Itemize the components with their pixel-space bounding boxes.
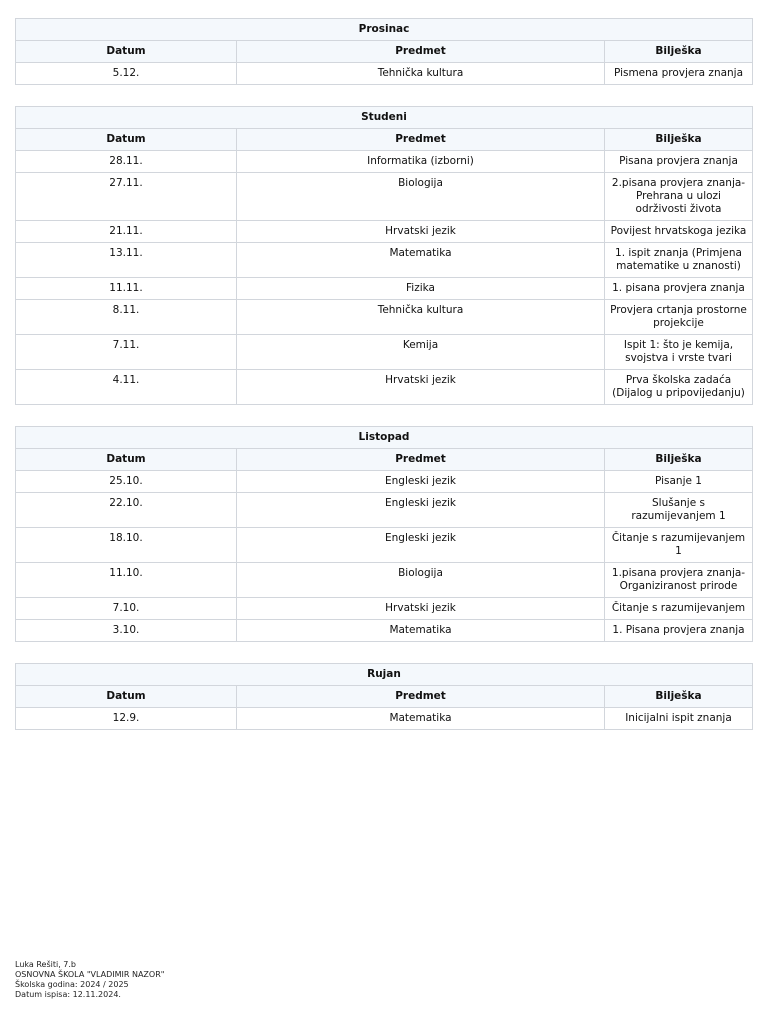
table-row xyxy=(16,708,753,730)
cell-note: Čitanje s razumijevanjem 1 xyxy=(605,528,753,563)
cell-note: Inicijalni ispit znanja xyxy=(605,708,753,730)
table-row xyxy=(16,620,753,642)
cell-subject: Fizika xyxy=(237,278,605,300)
table-row xyxy=(16,278,753,300)
cell-date: 12.9. xyxy=(16,708,237,730)
cell-date: 7.11. xyxy=(16,335,237,370)
footer-student: Luka Rešiti, 7.b xyxy=(15,960,76,969)
cell-date: 11.11. xyxy=(16,278,237,300)
cell-subject: Hrvatski jezik xyxy=(237,370,605,405)
table-row xyxy=(16,493,753,528)
table-row xyxy=(16,528,753,563)
cell-note: Ispit 1: što je kemija, svojstva i vrste tvari xyxy=(605,335,753,370)
cell-note: 1. pisana provjera znanja xyxy=(605,278,753,300)
cell-date: 8.11. xyxy=(16,300,237,335)
cell-note: 1. Pisana provjera znanja xyxy=(605,620,753,642)
cell-note: Pisanje 1 xyxy=(605,471,753,493)
cell-note: 1.pisana provjera znanja- Organiziranost prirode xyxy=(605,563,753,598)
cell-subject: Engleski jezik xyxy=(237,528,605,563)
table-row xyxy=(16,151,753,173)
month-title: Rujan xyxy=(16,664,753,686)
cell-subject: Tehnička kultura xyxy=(237,63,605,85)
cell-date: 3.10. xyxy=(16,620,237,642)
cell-date: 11.10. xyxy=(16,563,237,598)
table-row xyxy=(16,563,753,598)
month-table xyxy=(15,106,753,405)
table-row xyxy=(16,221,753,243)
cell-note: Provjera crtanja prostorne projekcije xyxy=(605,300,753,335)
cell-subject: Informatika (izborni) xyxy=(237,151,605,173)
column-header-note: Bilješka xyxy=(605,449,753,471)
cell-date: 28.11. xyxy=(16,151,237,173)
cell-date: 22.10. xyxy=(16,493,237,528)
column-header-note: Bilješka xyxy=(605,129,753,151)
table-row xyxy=(16,335,753,370)
month-title: Listopad xyxy=(16,427,753,449)
cell-note: Pismena provjera znanja xyxy=(605,63,753,85)
cell-subject: Matematika xyxy=(237,708,605,730)
cell-date: 5.12. xyxy=(16,63,237,85)
column-header-note: Bilješka xyxy=(605,41,753,63)
cell-note: Slušanje s razumijevanjem 1 xyxy=(605,493,753,528)
month-table xyxy=(15,426,753,642)
column-header-date: Datum xyxy=(16,41,237,63)
month-title: Studeni xyxy=(16,107,753,129)
footer-print-date: Datum ispisa: 12.11.2024. xyxy=(15,990,121,999)
cell-date: 27.11. xyxy=(16,173,237,221)
cell-date: 18.10. xyxy=(16,528,237,563)
column-header-subject: Predmet xyxy=(237,686,605,708)
table-row xyxy=(16,173,753,221)
column-header-note: Bilješka xyxy=(605,686,753,708)
table-row xyxy=(16,370,753,405)
table-row xyxy=(16,243,753,278)
cell-date: 25.10. xyxy=(16,471,237,493)
cell-subject: Biologija xyxy=(237,173,605,221)
table-row xyxy=(16,63,753,85)
cell-subject: Kemija xyxy=(237,335,605,370)
cell-subject: Biologija xyxy=(237,563,605,598)
document-footer xyxy=(15,960,164,1000)
column-header-date: Datum xyxy=(16,449,237,471)
footer-school: OSNOVNA ŠKOLA "VLADIMIR NAZOR" xyxy=(15,970,165,979)
column-header-date: Datum xyxy=(16,686,237,708)
table-row xyxy=(16,300,753,335)
column-header-subject: Predmet xyxy=(237,129,605,151)
column-header-date: Datum xyxy=(16,129,237,151)
footer-school-year: Školska godina: 2024 / 2025 xyxy=(15,980,129,989)
cell-subject: Matematika xyxy=(237,243,605,278)
cell-note: 2.pisana provjera znanja- Prehrana u ulozi održivosti života xyxy=(605,173,753,221)
table-row xyxy=(16,471,753,493)
cell-subject: Engleski jezik xyxy=(237,471,605,493)
cell-subject: Engleski jezik xyxy=(237,493,605,528)
cell-date: 4.11. xyxy=(16,370,237,405)
cell-note: Povijest hrvatskoga jezika xyxy=(605,221,753,243)
cell-subject: Matematika xyxy=(237,620,605,642)
cell-date: 7.10. xyxy=(16,598,237,620)
cell-note: Čitanje s razumijevanjem xyxy=(605,598,753,620)
cell-note: 1. ispit znanja (Primjena matematike u znanosti) xyxy=(605,243,753,278)
cell-note: Prva školska zadaća (Dijalog u pripovijedanju) xyxy=(605,370,753,405)
cell-note: Pisana provjera znanja xyxy=(605,151,753,173)
cell-subject: Hrvatski jezik xyxy=(237,221,605,243)
table-row xyxy=(16,598,753,620)
cell-subject: Tehnička kultura xyxy=(237,300,605,335)
month-title: Prosinac xyxy=(16,19,753,41)
cell-subject: Hrvatski jezik xyxy=(237,598,605,620)
cell-date: 13.11. xyxy=(16,243,237,278)
month-table xyxy=(15,663,753,730)
exam-schedule xyxy=(15,18,752,751)
cell-date: 21.11. xyxy=(16,221,237,243)
column-header-subject: Predmet xyxy=(237,449,605,471)
column-header-subject: Predmet xyxy=(237,41,605,63)
month-table xyxy=(15,18,753,85)
